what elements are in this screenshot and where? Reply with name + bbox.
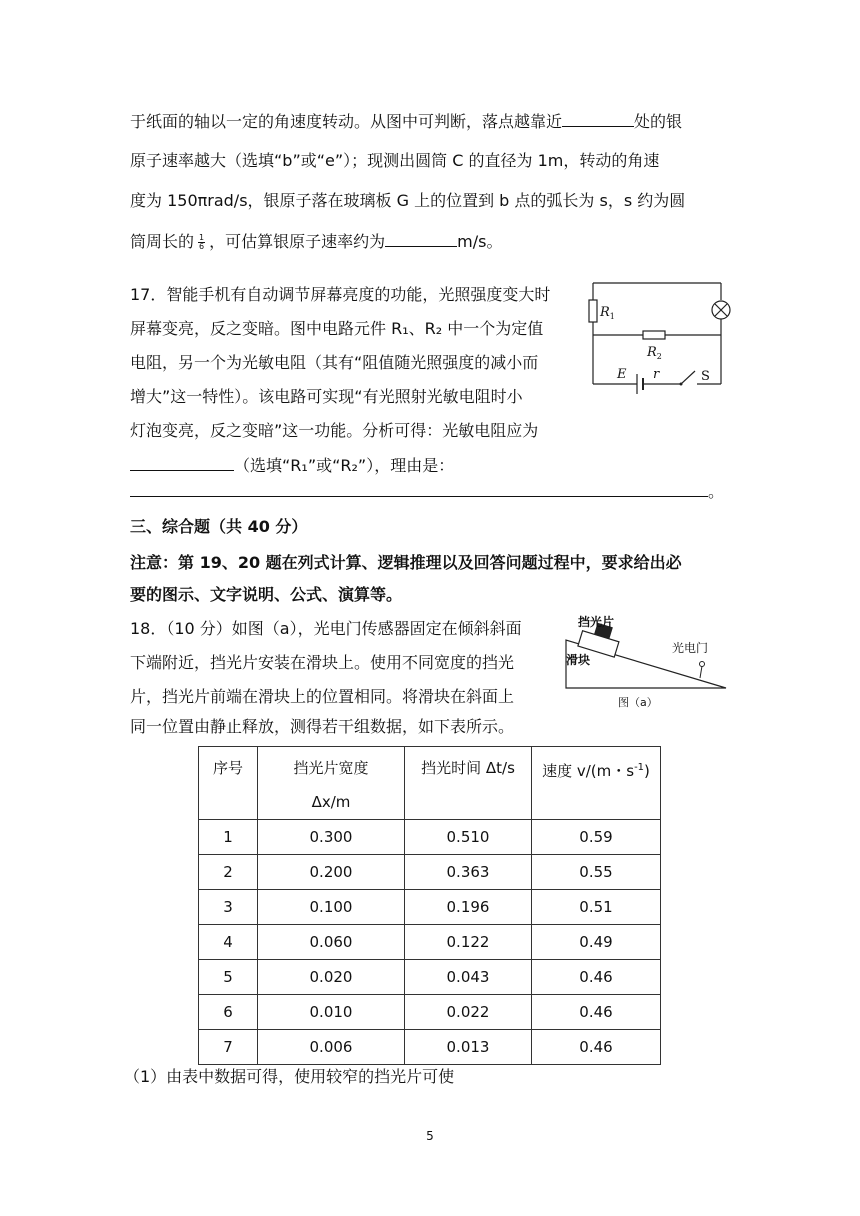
cell-width: 0.060: [258, 925, 405, 960]
cell-index: 5: [199, 960, 258, 995]
cell-speed: 0.49: [532, 925, 661, 960]
header-speed: [532, 747, 661, 820]
cell-speed: 0.46: [532, 995, 661, 1030]
cell-time: 0.122: [405, 925, 532, 960]
header-time: 挡光时间 Δt/s: [405, 747, 532, 820]
q16-line-3: 度为 150πrad/s，银原子落在玻璃板 G 上的位置到 b 点的弧长为 s，s 约为圆: [130, 191, 686, 210]
q17-line-2: 屏幕变亮，反之变暗。图中电路元件 R₁、R₂ 中一个为定值: [130, 319, 544, 338]
table-row: [199, 820, 661, 855]
cell-time: 0.196: [405, 890, 532, 925]
table-row: [199, 1030, 661, 1065]
section3-note-1: 注意：第 19、20 题在列式计算、逻辑推理以及回答问题过程中，要求给出必: [130, 553, 682, 572]
section3-title: 三、综合题（共 40 分）: [130, 517, 308, 536]
table-row: [199, 995, 661, 1030]
resistor-r2-icon: [643, 331, 665, 339]
cell-time: 0.022: [405, 995, 532, 1030]
circuit-label-r: r: [653, 367, 660, 382]
q16-line-2: 原子速率越大（选填“b”或“e”）；现测出圆筒 C 的直径为 1m，转动的角速: [130, 151, 660, 170]
circuit-label-r1: $R_1$: [600, 305, 615, 321]
q18-line-2: 下端附近，挡光片安装在滑块上。使用不同宽度的挡光: [130, 653, 515, 672]
section3-note-2: 要的图示、文字说明、公式、演算等。: [130, 585, 403, 604]
cell-index: 7: [199, 1030, 258, 1065]
cell-index: 6: [199, 995, 258, 1030]
q17-blank-2[interactable]: [130, 480, 708, 497]
q16-line-1-text-b: 处的银: [634, 112, 683, 131]
q16-blank-1[interactable]: [562, 110, 634, 127]
cell-width: 0.010: [258, 995, 405, 1030]
q18-line-3: 片，挡光片前端在滑块上的位置相同。将滑块在斜面上: [130, 687, 515, 706]
cell-speed: 0.59: [532, 820, 661, 855]
cell-speed: 0.46: [532, 960, 661, 995]
cell-index: 4: [199, 925, 258, 960]
figure-label-gate: 光电门: [672, 641, 709, 655]
q18-sub-1: （1）由表中数据可得，使用较窄的挡光片可使: [124, 1067, 455, 1086]
q16-blank-2[interactable]: [385, 230, 457, 247]
q17-line-7: [130, 480, 724, 503]
header-speed-exp: -1: [634, 762, 645, 773]
q16-line-1-text-a: 于纸面的轴以一定的角速度转动。从图中可判断，落点越靠近: [130, 112, 563, 131]
q17-line-1: 17．智能手机有自动调节屏幕亮度的功能，光照强度变大时: [130, 285, 551, 304]
header-width: [258, 747, 405, 820]
q17-line-6-text: （选填“R₁”或“R₂”），理由是：: [234, 456, 455, 475]
fraction-denominator: 6: [199, 242, 205, 251]
q16-line-1: [130, 110, 682, 133]
q17-line-6: [130, 454, 454, 477]
q16-line-4-text-c: m/s。: [457, 232, 503, 251]
q17-line-7-end: 。: [708, 482, 725, 501]
q17-blank-1[interactable]: [130, 454, 234, 471]
cell-time: 0.013: [405, 1030, 532, 1065]
cell-index: 2: [199, 855, 258, 890]
cell-speed: 0.55: [532, 855, 661, 890]
figure-label-block: 滑块: [566, 653, 591, 667]
circuit-diagram: [585, 278, 735, 398]
cell-time: 0.363: [405, 855, 532, 890]
header-width-unit: Δx/m: [311, 793, 351, 811]
table-row: [199, 855, 661, 890]
fraction-one-sixth: [198, 234, 205, 251]
figure-label-shade: 挡光片: [578, 615, 615, 629]
q17-line-3: 电阻，另一个为光敏电阻（其有“阻值随光照强度的减小而: [130, 353, 539, 372]
cell-width: 0.006: [258, 1030, 405, 1065]
cell-width: 0.020: [258, 960, 405, 995]
circuit-label-s: S: [701, 369, 710, 384]
cell-index: 1: [199, 820, 258, 855]
cell-time: 0.510: [405, 820, 532, 855]
switch-lever-icon: [681, 371, 695, 384]
figure-caption: 图（a）: [618, 696, 658, 709]
cell-width: 0.100: [258, 890, 405, 925]
incline-figure: [552, 614, 732, 714]
q16-line-4: [130, 230, 502, 253]
photogate-stand-icon: [700, 666, 702, 678]
photogate-icon: [700, 662, 705, 667]
table-header-row: [199, 747, 661, 820]
cell-width: 0.200: [258, 855, 405, 890]
q17-line-5: 灯泡变亮，反之变暗”这一功能。分析可得：光敏电阻应为: [130, 421, 539, 440]
circuit-label-r2: $R_2$: [647, 345, 662, 361]
cell-time: 0.043: [405, 960, 532, 995]
header-speed-close: ): [644, 762, 650, 780]
circuit-label-e: E: [617, 367, 627, 382]
header-width-name: 挡光片宽度: [293, 759, 369, 777]
page-number: 5: [426, 1129, 434, 1143]
cell-width: 0.300: [258, 820, 405, 855]
q18-line-1: 18．（10 分）如图（a），光电门传感器固定在倾斜斜面: [130, 619, 522, 638]
cell-speed: 0.51: [532, 890, 661, 925]
q16-line-4-text-a: 筒周长的: [130, 232, 195, 251]
fraction-numerator: 1: [199, 233, 205, 242]
q17-line-4: 增大”这一特性）。该电路可实现“有光照射光敏电阻时小: [130, 387, 523, 406]
header-index: 序号: [199, 747, 258, 820]
q16-line-4-text-b: ，可估算银原子速率约为: [209, 232, 386, 251]
cell-index: 3: [199, 890, 258, 925]
switch-pivot-icon: [680, 383, 683, 386]
cell-speed: 0.46: [532, 1030, 661, 1065]
header-speed-text: 速度 v/(m・s: [542, 762, 635, 780]
table-row: [199, 925, 661, 960]
table-row: [199, 890, 661, 925]
table-row: [199, 960, 661, 995]
data-table: [198, 746, 661, 1065]
q18-line-4: 同一位置由静止释放，测得若干组数据，如下表所示。: [130, 717, 515, 736]
resistor-r1-icon: [589, 300, 597, 322]
